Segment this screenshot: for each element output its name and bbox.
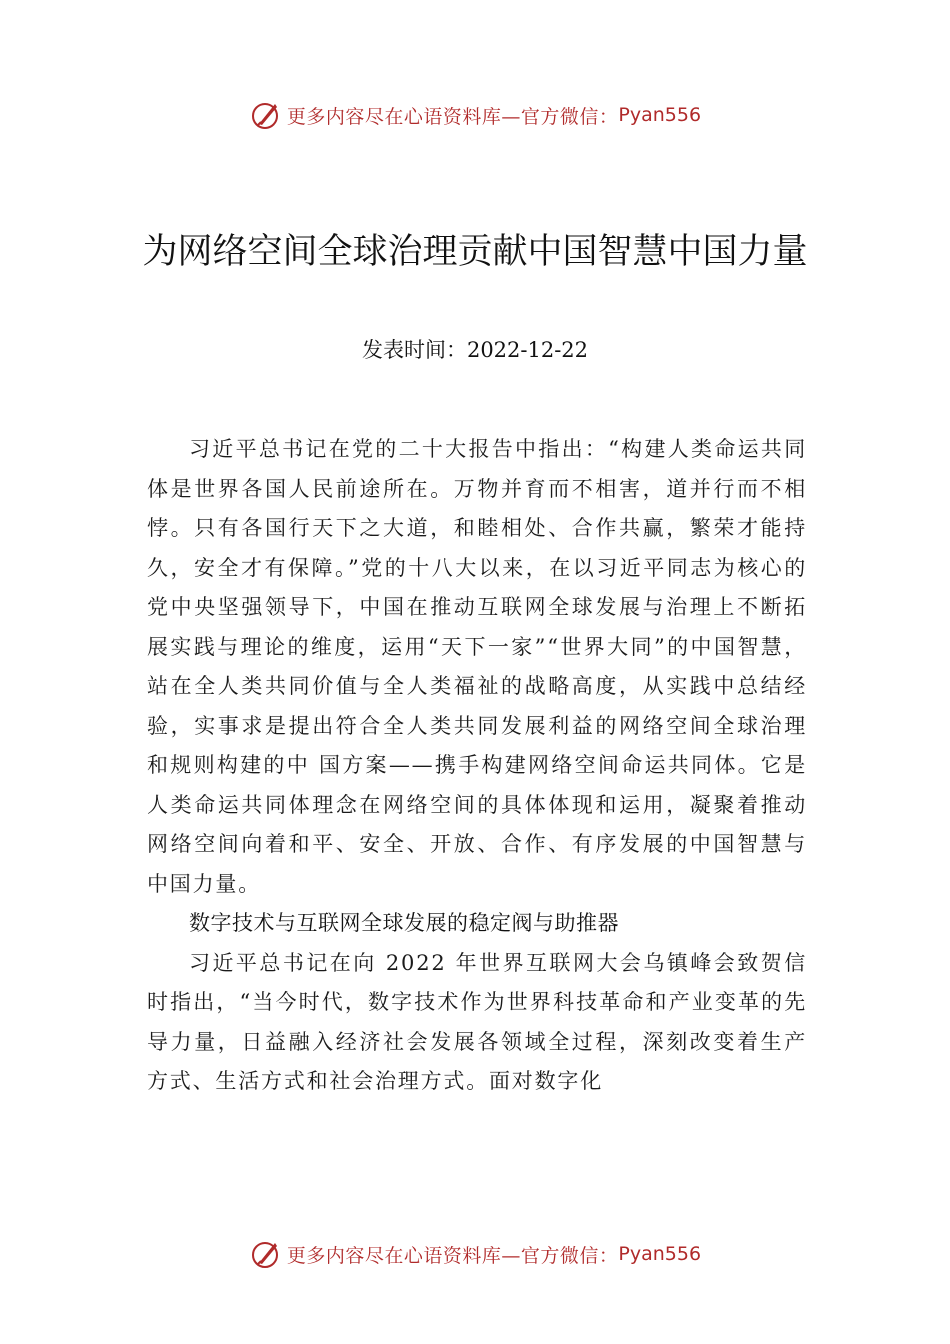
section-heading: 数字技术与互联网全球发展的稳定阀与助推器 — [189, 911, 619, 935]
footer-banner — [0, 1234, 950, 1274]
banner-text: 更多内容尽在心语资料库—官方微信： — [286, 105, 619, 128]
paragraph: 习近平总书记在向 2022 年世界互联网大会乌镇峰会致贺信时指出，“当今时代，数字技术作为世界科技革命和产业变革的先导力量，日益融入经济社会发展各领域全过程，深刻改变着生产方式、生活方式和社会治理方式。面对数字化 — [147, 950, 807, 1093]
quill-logo-icon — [249, 1237, 283, 1271]
publish-time: 发表时间：2022-12-22 — [361, 338, 589, 362]
quill-logo-icon — [249, 98, 283, 132]
paragraph: 习近平总书记在党的二十大报告中指出：“构建人类命运共同体是世界各国人民前途所在。万物并育而不相害，道并行而不相悖。只有各国行天下之大道，和睦相处、合作共赢，繁荣才能持久，安全才有保障。”党的十八大以来，在以习近平同志为核心的党中央坚强领导下，中国在推动互联网全球发展与治理上不断拓展实践与理论的维度，运用“天下一家”“世界大同”的中国智慧，站在全人类共同价值与全人类福祉的战略高度，从实践中总结经验，实事求是提出符合全人类共同发展利益的网络空间全球治理和规则构建的中 国方案——携手构建网络空间命运共同体。它是人类命运共同体理念在网络空间的具体体现和运用，凝聚着推动网络空间向着和平、安全、开放、合作、有序发展的中国智慧与中国力量。 — [147, 437, 807, 896]
banner-text: 更多内容尽在心语资料库—官方微信： — [286, 1244, 619, 1267]
page-title: 为网络空间全球治理贡献中国智慧中国力量 — [142, 232, 808, 273]
header-banner — [0, 95, 950, 135]
banner-wechat-id: Pyan556 — [618, 1243, 702, 1265]
article-body — [147, 430, 807, 1102]
banner-wechat-id: Pyan556 — [618, 104, 702, 126]
